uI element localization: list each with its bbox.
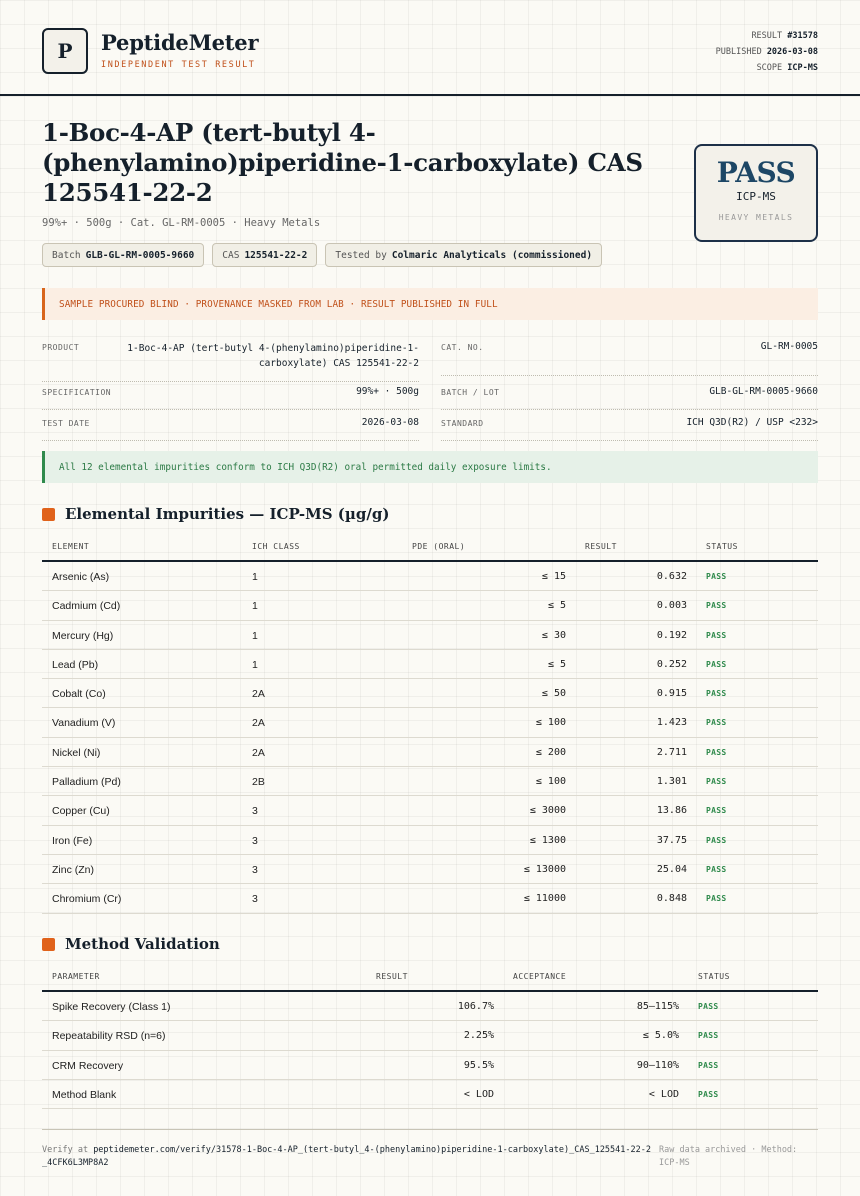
parameter-name: CRM Recovery xyxy=(52,1059,124,1072)
ich-class: 2A xyxy=(252,746,265,759)
tested-by-label: Tested by xyxy=(335,249,387,261)
result-value: 2.711 xyxy=(656,746,687,758)
info-standard xyxy=(441,417,818,441)
impurities-heading-text: Elemental Impurities — ICP-MS (µg/g) xyxy=(65,505,390,523)
published-date: 2026-03-08 xyxy=(766,47,818,57)
verify-label: Verify at xyxy=(42,1145,89,1155)
header-divider xyxy=(0,94,860,96)
status-badge: PASS xyxy=(706,806,727,816)
col-acceptance: ACCEPTANCE xyxy=(513,972,567,981)
table-row xyxy=(42,591,818,620)
element-name: Arsenic (As) xyxy=(52,571,110,583)
result-value: 0.848 xyxy=(656,893,687,905)
col-parameter: PARAMETER xyxy=(52,972,100,981)
col-val-result: RESULT xyxy=(376,972,408,981)
impurities-table-header xyxy=(42,532,818,562)
table-row xyxy=(42,884,818,913)
status-badge: PASS xyxy=(706,864,727,874)
table-row xyxy=(42,738,818,767)
validation-heading xyxy=(42,935,220,953)
ich-class: 1 xyxy=(252,629,258,642)
info-batch-label: BATCH / LOT xyxy=(441,388,500,397)
ich-class: 2A xyxy=(252,717,265,730)
parameter-name: Method Blank xyxy=(52,1088,117,1101)
col-status: STATUS xyxy=(706,542,738,551)
status-badge: PASS xyxy=(706,659,727,669)
section-marker-icon xyxy=(42,938,55,951)
element-name: Cobalt (Co) xyxy=(52,688,106,701)
result-number: #31578 xyxy=(787,31,818,41)
col-val-status: STATUS xyxy=(698,972,730,981)
info-product-label: PRODUCT xyxy=(42,343,80,352)
result-value: 13.86 xyxy=(656,805,687,817)
acceptance-range: 85–115% xyxy=(636,1001,679,1012)
validation-table-header xyxy=(42,962,818,992)
col-element: ELEMENT xyxy=(52,542,90,551)
validation-heading-text: Method Validation xyxy=(65,935,220,953)
published-label: PUBLISHED xyxy=(715,47,762,57)
pde-limit: ≤ 100 xyxy=(535,717,566,729)
batch-pill-label: Batch xyxy=(52,249,81,261)
cas-pill-label: CAS xyxy=(222,249,240,261)
ich-class: 2B xyxy=(252,776,265,789)
element-name: Vanadium (V) xyxy=(52,717,116,730)
table-row xyxy=(42,650,818,679)
result-value: 0.252 xyxy=(656,658,687,670)
status-badge: PASS xyxy=(706,601,727,611)
badge-scope: HEAVY METALS xyxy=(718,213,794,222)
batch-pill-value: GLB-GL-RM-0005-9660 xyxy=(85,249,195,261)
badge-method: ICP-MS xyxy=(736,190,776,203)
parameter-name: Repeatability RSD (n=6) xyxy=(52,1030,166,1043)
pde-limit: ≤ 13000 xyxy=(523,863,566,875)
validation-result: < LOD xyxy=(463,1088,494,1100)
product-title: 1-Boc-4-AP (tert-butyl 4-(phenylamino)piperidine-1-carboxylate) CAS 125541-22-2 xyxy=(42,118,643,207)
table-row xyxy=(42,992,818,1021)
ich-class: 1 xyxy=(252,658,258,671)
pde-limit: ≤ 100 xyxy=(535,776,566,788)
verify-note xyxy=(42,1144,652,1170)
ich-class: 3 xyxy=(252,834,258,847)
pde-limit: ≤ 3000 xyxy=(529,805,566,817)
acceptance-range: < LOD xyxy=(648,1088,679,1100)
info-spec-label: SPECIFICATION xyxy=(42,388,112,397)
info-date-value: 2026-03-08 xyxy=(361,417,419,428)
report-meta xyxy=(716,28,818,76)
info-spec-value: 99%+ · 500g xyxy=(356,386,419,397)
status-badge: PASS xyxy=(706,835,727,845)
validation-result: 2.25% xyxy=(463,1030,494,1042)
status-badge: PASS xyxy=(698,1002,719,1011)
table-row xyxy=(42,562,818,591)
ich-class: 1 xyxy=(252,600,258,613)
parameter-name: Spike Recovery (Class 1) xyxy=(52,1001,171,1013)
info-standard-label: STANDARD xyxy=(441,419,484,428)
info-cat-no xyxy=(441,340,818,376)
validation-result: 106.7% xyxy=(457,1001,494,1012)
pde-limit: ≤ 30 xyxy=(541,629,566,641)
scope-label: SCOPE xyxy=(756,63,783,73)
table-row xyxy=(42,767,818,796)
status-badge: PASS xyxy=(706,894,727,904)
result-value: 25.04 xyxy=(656,863,687,875)
impurities-table-body xyxy=(42,562,818,914)
status-badge: PASS xyxy=(698,1089,719,1099)
status-badge: PASS xyxy=(706,777,727,787)
product-subtitle: 99%+ · 500g · Cat. GL-RM-0005 · Heavy Metals xyxy=(42,217,321,229)
brand-tagline: INDEPENDENT TEST RESULT xyxy=(101,60,256,70)
info-test-date xyxy=(42,417,419,441)
info-batch xyxy=(441,386,818,410)
section-marker-icon xyxy=(42,508,55,521)
pde-limit: ≤ 15 xyxy=(541,571,566,582)
pde-limit: ≤ 5 xyxy=(547,600,566,612)
result-value: 0.003 xyxy=(656,600,687,612)
info-date-label: TEST DATE xyxy=(42,419,90,428)
table-row xyxy=(42,855,818,884)
table-row xyxy=(42,708,818,737)
table-row xyxy=(42,1051,818,1080)
ich-class: 2A xyxy=(252,688,265,701)
info-product-value: 1-Boc-4-AP (tert-butyl 4-(phenylamino)piperidine-1-carboxylate) CAS 125541-22-2 xyxy=(127,343,419,369)
impurities-table xyxy=(42,532,818,914)
table-row xyxy=(42,796,818,825)
ich-class: 3 xyxy=(252,893,258,906)
validation-table-body xyxy=(42,992,818,1109)
element-name: Copper (Cu) xyxy=(52,805,110,818)
status-badge: PASS xyxy=(706,572,727,581)
result-label: RESULT xyxy=(751,31,783,41)
table-row xyxy=(42,679,818,708)
element-name: Cadmium (Cd) xyxy=(52,600,121,613)
acceptance-range: 90–110% xyxy=(636,1059,679,1071)
report-header xyxy=(42,28,818,78)
table-row xyxy=(42,1080,818,1109)
cas-pill-value: 125541-22-2 xyxy=(244,249,308,261)
ich-class: 3 xyxy=(252,863,258,876)
badge-result: PASS xyxy=(716,156,796,189)
status-badge: PASS xyxy=(706,718,727,728)
col-ich-class: ICH CLASS xyxy=(252,542,300,551)
table-row xyxy=(42,621,818,650)
table-row xyxy=(42,826,818,855)
table-row xyxy=(42,1021,818,1050)
pde-limit: ≤ 11000 xyxy=(523,893,566,905)
batch-pill xyxy=(42,243,204,267)
result-value: 0.632 xyxy=(656,571,687,582)
logo: P xyxy=(42,28,88,74)
result-value: 0.915 xyxy=(656,688,687,700)
element-name: Chromium (Cr) xyxy=(52,893,122,906)
info-specification xyxy=(42,386,419,410)
status-badge: PASS xyxy=(706,630,727,640)
element-name: Iron (Fe) xyxy=(52,834,93,847)
ich-class: 3 xyxy=(252,805,258,818)
result-value: 1.301 xyxy=(656,776,687,788)
tested-by-pill xyxy=(325,243,602,267)
blind-sample-notice: SAMPLE PROCURED BLIND · PROVENANCE MASKED FROM LAB · RESULT PUBLISHED IN FULL xyxy=(42,288,818,320)
info-batch-value: GLB-GL-RM-0005-9660 xyxy=(709,386,818,397)
result-value: 1.423 xyxy=(656,717,687,729)
result-value: 37.75 xyxy=(656,834,687,846)
element-name: Nickel (Ni) xyxy=(52,746,101,759)
col-result: RESULT xyxy=(585,542,617,551)
brand-name: PeptideMeter xyxy=(101,30,259,55)
col-pde: PDE (ORAL) xyxy=(412,542,466,551)
validation-table xyxy=(42,962,818,1109)
validation-result: 95.5% xyxy=(463,1059,494,1071)
scope-value: ICP-MS xyxy=(787,63,818,73)
status-badge: PASS xyxy=(706,689,727,699)
status-badge: PASS xyxy=(706,747,727,757)
pde-limit: ≤ 1300 xyxy=(529,834,566,846)
pde-limit: ≤ 50 xyxy=(541,688,566,700)
status-badge: PASS xyxy=(698,1031,719,1041)
pde-limit: ≤ 200 xyxy=(535,746,566,758)
element-name: Lead (Pb) xyxy=(52,658,99,671)
footer-divider xyxy=(42,1129,818,1130)
info-cat-no-label: CAT. NO. xyxy=(441,343,484,352)
metadata-pills xyxy=(42,243,602,267)
element-name: Palladium (Pd) xyxy=(52,776,121,789)
tested-by-value: Colmaric Analyticals (commissioned) xyxy=(391,249,593,261)
status-badge: PASS xyxy=(698,1060,719,1070)
pass-badge xyxy=(694,144,818,242)
ich-class: 1 xyxy=(252,571,258,583)
pde-limit: ≤ 5 xyxy=(547,658,566,670)
element-name: Zinc (Zn) xyxy=(52,863,94,876)
acceptance-range: ≤ 5.0% xyxy=(642,1030,679,1042)
info-cat-no-value: GL-RM-0005 xyxy=(760,341,818,352)
archive-note: Raw data archived · Method: ICP-MS xyxy=(659,1145,798,1168)
verify-link[interactable]: peptidemeter.com/verify/31578-1-Boc-4-AP_(tert-butyl_4-(phenylamino)piperidine-1-carboxylate)_CAS_125541-22-2_4CFK6L3MP8A2 xyxy=(42,1145,651,1168)
conformance-banner: All 12 elemental impurities conform to ICH Q3D(R2) oral permitted daily exposure limits. xyxy=(42,451,818,483)
info-standard-value: ICH Q3D(R2) / USP <232> xyxy=(686,417,818,428)
result-value: 0.192 xyxy=(656,629,687,641)
cas-pill xyxy=(212,243,317,267)
info-product xyxy=(42,340,419,382)
impurities-heading xyxy=(42,505,389,523)
element-name: Mercury (Hg) xyxy=(52,629,114,642)
